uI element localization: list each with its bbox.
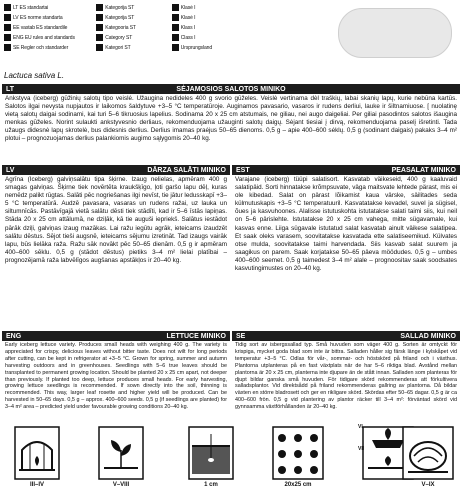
checkbox-square-icon (172, 34, 179, 41)
section-title: SĖJAMOSIOS SALOTOS MINIKO (176, 85, 286, 93)
checkbox-square-icon (96, 24, 103, 31)
sprout-icon (98, 426, 144, 480)
checkbox-square-icon (4, 14, 11, 21)
planting-spacing (270, 426, 326, 488)
checkbox-square-icon (96, 4, 103, 11)
harvest-months: V–IX (421, 482, 435, 488)
greenhouse-sowing (12, 426, 62, 488)
section-header (2, 84, 460, 94)
section-est (232, 165, 460, 328)
standards-row: EE vastab ES standardile Kategooria ST Klass I (4, 23, 264, 32)
section-text: Varajane (iceberg) tüüpi salatisort. Kasvatab väikeseid, 400 g kaaluvaid salatipäid. Sorti hinnatakse krõmpsuvate, väga maitsvate lehtede pärast, mis ei ole kibedad. Salat on pärast lõikamist kaua värske, säilitades seda külmutuskapis +3–5 °C temperatuuril. Kasvatatakse kevadel, suvel ja sügisel, õues ja kasvuhoones. Alalisse istutuskohta istutatakse salati taimi siis, kui neil on 5–6 pärislehte. Istutatakse 20 x 25 cm vahega, mitte sügavamale, kui kasvas enne. Liiga sügavale istutatud salat kasvatab ainult väikese salatipea. Et saak oleks varasem, soovitatakse kasvatada ette salatiseemikud. Külvates otse mulda, soovitatakse taimi harvendada. Siis kasvab salat suurem ja saagikus on parem. Saak korjatakse 50–65 päeva möödudes. 0,5 g – umbes 400–600 seemet. 0,5 g taimedest 3–4 m² alale – prognoositav saak soodsates kasvutingimustes on 20–40 kg. (235, 176, 457, 273)
language-code: LT (6, 85, 15, 93)
standards-row: LV ES norme standarta Kategorija ST Klasė I (4, 13, 264, 22)
standards-row: LT ES standartai Kategorija ST Klasė I (4, 3, 264, 12)
spacing-icon (272, 426, 324, 480)
section-text: Ankstyva (iceberg) gūžinių salotų tipo veislė. Užaugina nedideles 400 g svorio gūželes. Veislė vertinama dėl traškių, labai skanių lapų, kurie nebūna kartūs. Salotos ilgai nevysta nupjautos ir laikomos šaldytuve +3–5 °C temperatūroje. Auginamos pavasario, vasaros ir rudens derliui, lauke ir šiltnamiuose. [ nuolatinę vietą salotų daigai sodinami, kai turi 5–6 tikruosius lapelius. Sodinama 20 x 25 cm atstumais, ne giliau, nei augo daigeliai. Per giliai pasodintos salotos išaugina menkas gūželes. Norint sulaukti ankstyvesnio derliaus, rekomenduojama užauginti salotų daigų. Sėjant tiesiai į dirvą, rekomenduojama paselį išretinti. Tada užaugs didesnė lapų skrotelė, bus didesnis derlius. Derlius imamas praėjus 50–65 dienoms. 0,5 g – apie 400–600 sėklų. 0,5 g (sodinant daigais) pakaks 3–4 m² plotui – prognozuojamas derlius palankiomis augimo sąlygomis 20–40 kg. (5, 95, 457, 143)
harvest-time (400, 426, 456, 488)
checkbox-square-icon (4, 34, 11, 41)
checkbox-square-icon (172, 44, 179, 51)
checkbox-square-icon (172, 4, 179, 11)
checkbox-square-icon (172, 24, 179, 31)
checkbox-square-icon (172, 14, 179, 21)
checkbox-square-icon (4, 24, 11, 31)
section-text: Agrīna (Iceberg) galviņsalātu tipa šķirne. Izaug nelielas, apmēram 400 g smagas galviņas. Šķirne tiek novērtēta kraukšķīgo, ļoti garšo lapu dēļ, kuras nemēdz palikt rūgtas. Salāti pēc nogriešanas ilgi nevīst, tie jātur ledusskapī +3–5 °C temperatūrā. Audzē pavasara, vasaras un rudens ražai, uz lauka un siltumnīcās. Pastāvīgajā vietā salātu dēsti tiek stādīti, kad ir 5–6 īstās lapiņas. Stāda 20 x 25 cm attālumā, ne dziļāk, kā tie auguši iepriekš. Salātus iestādot pārāk dziļi, galviņas izaug mazākas. Lai ražu iegūtu agrāk, ieteicams izaudzēt salātu dēstus. Sējot tieši augsnē, ieteicams sējumu izretināt. Tad izaugs vairāk lapu, būs lielāka raža. Ražu sāk novākt pēc 50–65 dienām. 0,5 g ir apmēram 400–600 sēklu. 0,5 g (stādot dēstus) pietiks 3–4 m² lielai platībai – prognozējamā raža labvēlīgos augšanas apstākļos ir 20–40 kg. (5, 176, 227, 264)
outdoor-months: V–VIII (112, 482, 130, 488)
section-lt (2, 84, 460, 162)
section-eng (2, 331, 230, 423)
spacing-mark: VI (358, 424, 363, 430)
seed-depth-icon (188, 426, 234, 480)
latin-name: Lactuca sativa L. (4, 71, 65, 80)
greenhouse-icon (14, 426, 60, 480)
section-header (232, 331, 460, 341)
hanging-hole (338, 8, 452, 58)
section-title: PEASALAT MINIKO (391, 166, 456, 174)
checkbox-square-icon (96, 34, 103, 41)
language-code: SE (236, 332, 246, 340)
greenhouse-months: III–IV (29, 482, 44, 488)
spacing-value: 20x25 cm (284, 482, 312, 488)
section-title: LETTUCE MINIKO (166, 332, 226, 340)
sowing-depth (186, 426, 236, 488)
checkbox-square-icon (96, 44, 103, 51)
section-header (2, 331, 230, 341)
section-header (232, 165, 460, 175)
language-code: LV (6, 166, 15, 174)
language-code: EST (236, 166, 250, 174)
spacing-mark: VII (358, 446, 365, 452)
section-text: Early iceberg lettuce variety. Produces small heads with weighing 400 g. The variety is appreciated for crispy, delicious leaves without bitter taste. Does not wilt for long periods after cutting, can be kept in refrigerator at +3–5 °C. Grown for spring, summer and autumn harvesting outdoors and in greenhouses. Seedlings with 5–6 true leaves should be transplanted to permanent growing location. Should be planted 20 x 25 cm apart, not deeper than previously. If planted too deep, lettuce produces small heads. For early harvesting, growing lettuce seedlings is recommended. If sown directly into the soil, thinning is recommended. This way, larger leaf rosette and higher yield will be produced. Can be harvested in 50–65 days. 0,5 g – approx. 400–600 seeds. 0,5 g (if seedlings are planted) for 3–4 m² area – predicted yield under favourable growing conditions 20–40 kg. (5, 342, 227, 411)
section-title: SALLAD MINIKO (400, 332, 456, 340)
checkbox-square-icon (4, 4, 11, 11)
section-se (232, 331, 460, 423)
outdoor-sowing (96, 426, 146, 488)
section-lv (2, 165, 230, 328)
language-code: ENG (6, 332, 22, 340)
depth-value: 1 cm (204, 482, 218, 488)
section-text: Tidig sort av isbergssallad typ. Små huvuden som väger 400 g. Sorten är omtyckt för krispiga, mycket goda blad som inte är bittra. Salladen håller sig färsk länge i kylskåpet vid temperatur +3–5 °C. Odlas för vår-, sommar- och höstskörd på friland och i växthus. Plantorna utplanteras på en fast växtplats när de har 5–6 riktiga blad. Avstånd mellan plantorna är 20 x 25 cm, planterna inte djupare än de stått innan. Salladen som planteras för djupt bildar ganska små huvuden. För tidigare skörd rekommenderas att förkultivera salladsplantor. Vid direktsådd på friland rekommenderas gallring av plantorna. Då bildar växten en större bladrosett och ger en rikligare skörd. Skördas efter 50–65 dagar. 0,5 g är ca 400–600 frön. 0,5 g vid plantering av plantor räcker till 3–4 m²: förväntad skörd vid gynnsamma växtförhållanden är 20–40 kg. (235, 342, 457, 411)
checkbox-square-icon (96, 14, 103, 21)
lettuce-head-icon (402, 426, 454, 480)
standards-table (4, 3, 264, 53)
checkbox-square-icon (4, 44, 11, 51)
pictogram-row (0, 422, 462, 500)
section-header (2, 165, 230, 175)
standards-row: ENG EU rules and standards Category ST Class I (4, 33, 264, 42)
packet-top (0, 0, 462, 64)
section-title: DĀRZA SALĀTI MINIKO (147, 166, 226, 174)
standards-row: SE Regler och standarder Kategori ST Ursprungsland (4, 43, 264, 52)
